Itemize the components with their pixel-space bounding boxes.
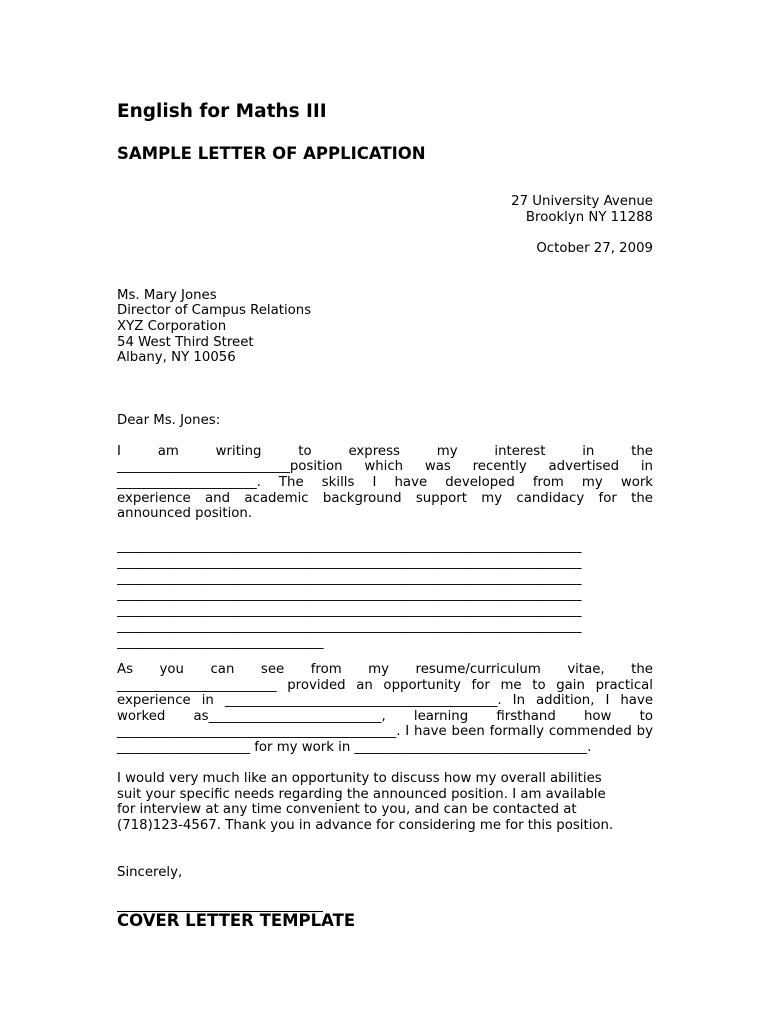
salutation: Dear Ms. Jones: <box>117 413 221 428</box>
recipient-line: Ms. Mary Jones <box>117 288 217 303</box>
recipient-line: 54 West Third Street <box>117 335 254 350</box>
sender-address-line: 27 University Avenue <box>511 194 653 209</box>
paragraph-line: ________________________ provided an opportunity for me to gain practical <box>117 678 653 693</box>
blank-line: ________________________________________________________________________ <box>117 619 582 634</box>
letter-heading: SAMPLE LETTER OF APPLICATION <box>117 144 426 163</box>
paragraph-line: experience and academic background support my candidacy for the <box>117 491 653 506</box>
paragraph-line: __________________________________________. I have been formally commended by <box>117 724 653 739</box>
blank-line: ________________________________________________________________________ <box>117 603 582 618</box>
paragraph-line: announced position. <box>117 506 253 521</box>
footer-heading: COVER LETTER TEMPLATE <box>117 911 356 930</box>
blank-line: ________________________________ <box>117 635 324 650</box>
closing: Sincerely, <box>117 865 183 880</box>
paragraph-line: experience in _________________________________________. In addition, I have <box>117 693 653 708</box>
paragraph-line: _____________________. The skills I have developed from my work <box>117 475 653 490</box>
paragraph-line: (718)123-4567. Thank you in advance for considering me for this position. <box>117 818 614 833</box>
blank-line: ________________________________________________________________________ <box>117 587 582 602</box>
blank-line: ________________________________________________________________________ <box>117 539 582 554</box>
paragraph-line: for interview at any time convenient to you, and can be contacted at <box>117 802 577 817</box>
blank-line: ________________________________________________________________________ <box>117 555 582 570</box>
paragraph-line: __________________________position which was recently advertised in <box>117 459 653 474</box>
paragraph-line: I would very much like an opportunity to discuss how my overall abilities <box>117 771 602 786</box>
recipient-line: Albany, NY 10056 <box>117 350 236 365</box>
paragraph-line: worked as__________________________, learning firsthand how to <box>117 709 653 724</box>
recipient-line: Director of Campus Relations <box>117 303 312 318</box>
paragraph-line: ____________________ for my work in ___________________________________. <box>117 740 592 755</box>
blank-line: ________________________________________________________________________ <box>117 571 582 586</box>
sender-address-line: Brooklyn NY 11288 <box>525 210 653 225</box>
paragraph-line: suit your specific needs regarding the announced position. I am available <box>117 787 606 802</box>
letter-date: October 27, 2009 <box>536 241 653 256</box>
recipient-line: XYZ Corporation <box>117 319 227 334</box>
course-title: English for Maths III <box>117 101 327 122</box>
paragraph-line: As you can see from my resume/curriculum vitae, the <box>117 662 653 677</box>
paragraph-line: I am writing to express my interest in the <box>117 444 653 459</box>
